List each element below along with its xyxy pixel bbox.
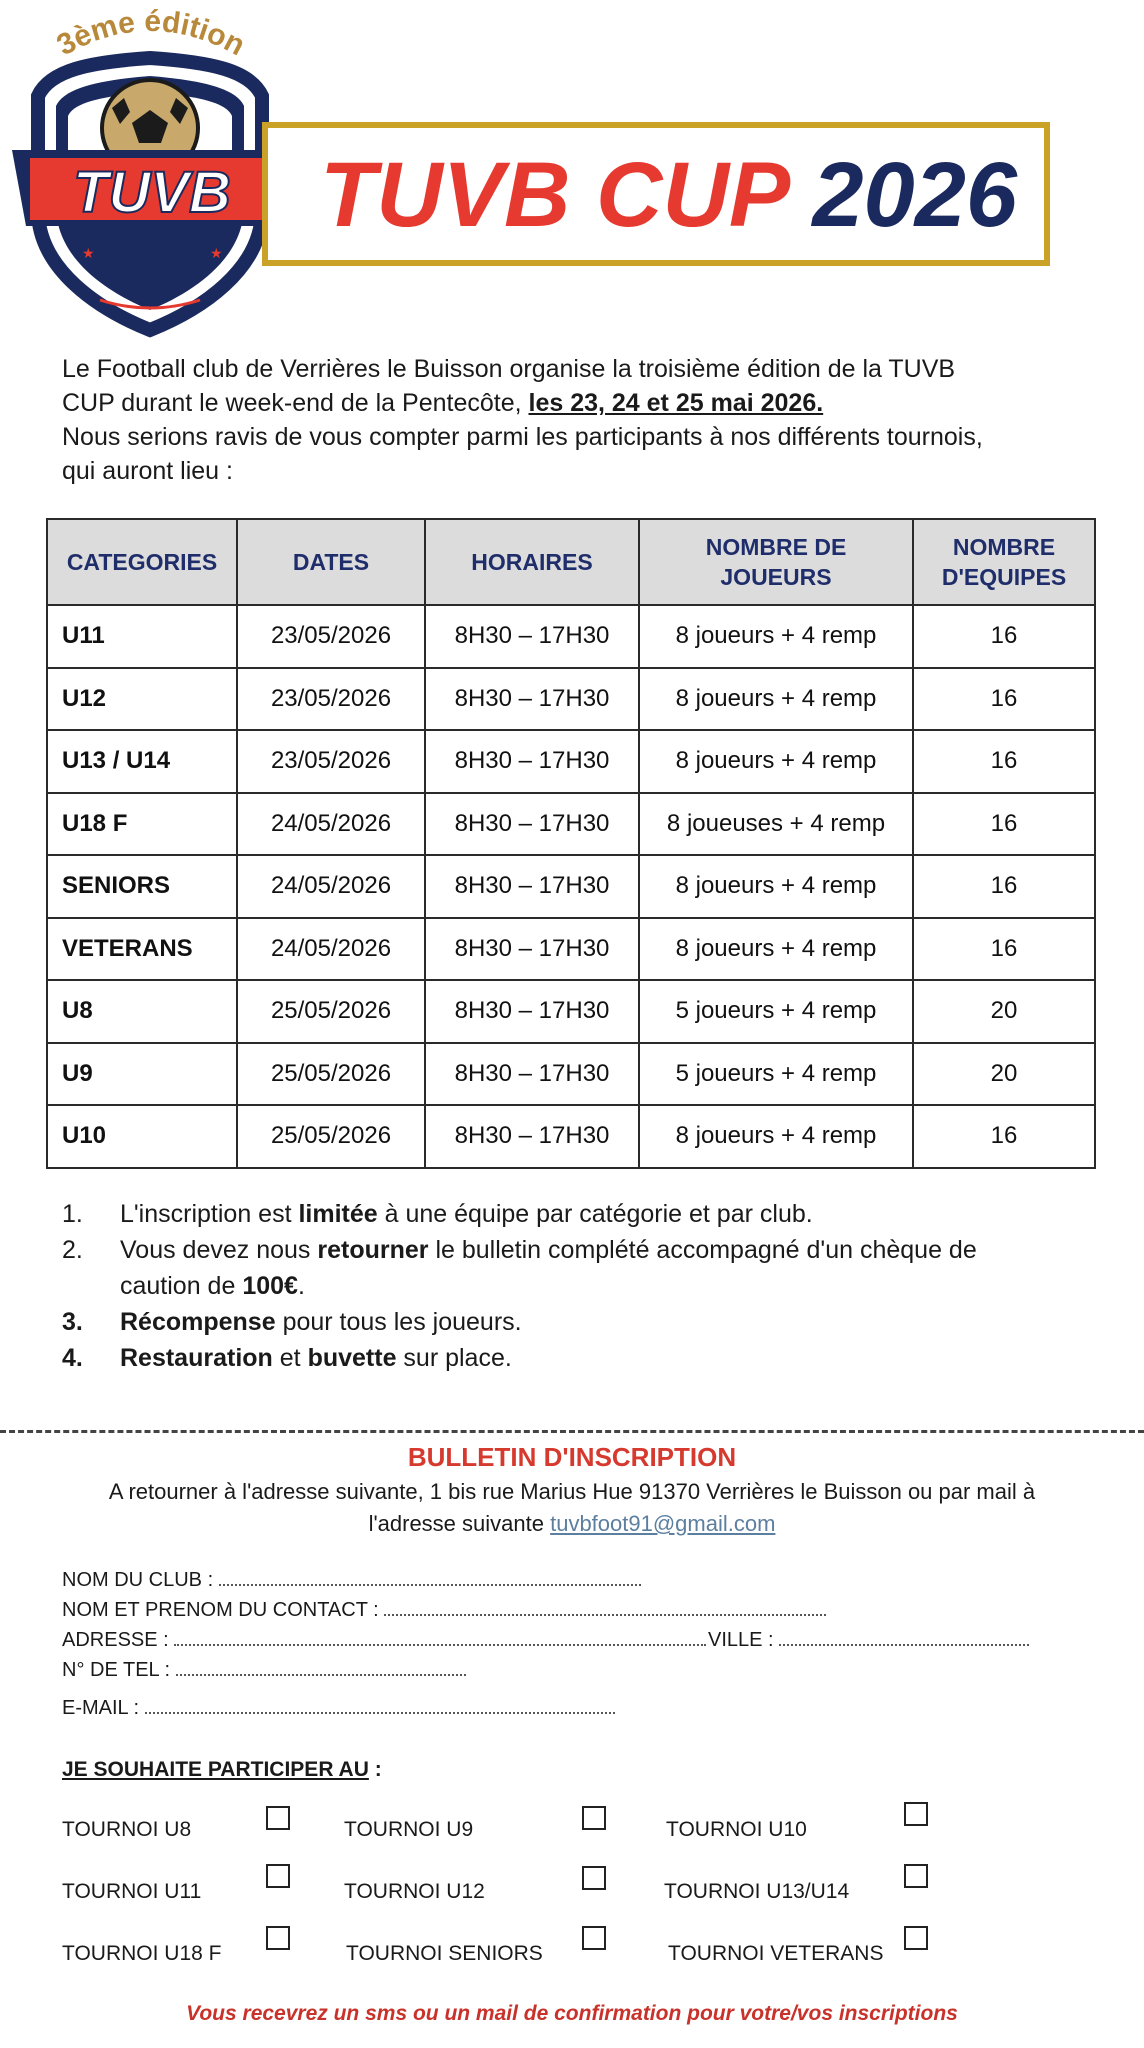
logo-tuvb-text: TUVB [73,160,231,225]
tournoi-veterans-checkbox[interactable] [904,1926,928,1950]
cell-hours: 8H30 – 17H30 [425,605,639,668]
table-row [47,855,1095,918]
rule-item: 4. Restauration et buvette sur place. [62,1344,512,1372]
title-red-text: TUVB CUP [320,144,787,246]
table-row [47,980,1095,1043]
cell-category: U11 [47,605,237,668]
cell-teams: 16 [913,793,1095,856]
confirmation-note: Vous recevrez un sms ou un mail de confirmation pour votre/vos inscriptions [186,2002,958,2025]
cell-category: U13 / U14 [47,730,237,793]
tournoi-u8-checkbox[interactable] [266,1806,290,1830]
cell-players: 5 joueurs + 4 remp [639,980,913,1043]
tournoi-u10-label: TOURNOI U10 [666,1818,807,1841]
cell-category: U18 F [47,793,237,856]
tournoi-u13-label: TOURNOI U13/U14 [664,1880,850,1903]
cut-line-divider [0,1430,1144,1433]
cell-teams: 16 [913,918,1095,981]
cell-category: SENIORS [47,855,237,918]
bulletin-title: BULLETIN D'INSCRIPTION [407,1442,737,1472]
address-field[interactable]: ADRESSE : [62,1626,706,1653]
table-header-row [47,519,1095,605]
cell-teams: 16 [913,605,1095,668]
cell-players: 8 joueurs + 4 remp [639,1105,913,1168]
cell-teams: 16 [913,1105,1095,1168]
cell-teams: 20 [913,1043,1095,1106]
edition-badge-text: 3ème édition [51,4,251,63]
email-link[interactable]: tuvbfoot91@gmail.com [550,1511,776,1536]
tournament-schedule-table [46,518,1096,1169]
cell-hours: 8H30 – 17H30 [425,668,639,731]
header-dates: DATES [237,519,425,605]
page-title [320,140,1040,250]
table-row [47,793,1095,856]
city-field[interactable]: VILLE : [708,1626,1029,1653]
tournoi-u11-checkbox[interactable] [266,1864,290,1888]
table-row [47,1105,1095,1168]
cell-players: 8 joueuses + 4 remp [639,793,913,856]
tournoi-seniors-checkbox[interactable] [582,1926,606,1950]
tournoi-u12-checkbox[interactable] [582,1866,606,1890]
logo-year-text: 2026 [125,271,179,298]
header-nombre-equipes: NOMBRE D'EQUIPES [913,519,1095,605]
logo-cup-text: CUP [110,236,194,274]
cell-category: U8 [47,980,237,1043]
header-categories: CATEGORIES [47,519,237,605]
cell-date: 23/05/2026 [237,668,425,731]
cell-teams: 16 [913,668,1095,731]
header-horaires: HORAIRES [425,519,639,605]
address-line: l'adresse suivante tuvbfoot91@gmail.com [368,1511,776,1536]
cell-date: 25/05/2026 [237,1105,425,1168]
rule-item: 2. Vous devez nous retourner le bulletin complété accompagné d'un chèque de caution de 100€. [62,1236,977,1300]
tournoi-u11-label: TOURNOI U11 [62,1880,202,1903]
tournoi-u9-label: TOURNOI U9 [344,1818,474,1841]
cell-players: 8 joueurs + 4 remp [639,668,913,731]
cell-date: 23/05/2026 [237,730,425,793]
table-row [47,668,1095,731]
tuvb-cup-logo [0,0,300,340]
contact-name-field[interactable]: NOM ET PRENOM DU CONTACT : [62,1596,826,1623]
tournoi-u18f-checkbox[interactable] [266,1926,290,1950]
cell-date: 24/05/2026 [237,855,425,918]
cell-hours: 8H30 – 17H30 [425,730,639,793]
intro-line [62,386,1092,420]
table-row [47,730,1095,793]
intro-line: Nous serions ravis de vous compter parmi les participants à nos différents tournois, [62,423,983,451]
rules-list [62,1196,1102,1376]
cell-category: U12 [47,668,237,731]
address-line: A retourner à l'adresse suivante, 1 bis rue Marius Hue 91370 Verrières le Buisson ou par mail à [108,1479,1036,1504]
phone-field[interactable]: N° DE TEL : [62,1656,466,1683]
cell-teams: 16 [913,855,1095,918]
cell-players: 8 joueurs + 4 remp [639,855,913,918]
cell-players: 8 joueurs + 4 remp [639,730,913,793]
tournoi-veterans-label: TOURNOI VETERANS [668,1942,884,1965]
title-year-text: 2026 [812,144,1018,246]
cell-teams: 20 [913,980,1095,1043]
header-nombre-joueurs: NOMBRE DE JOUEURS [639,519,913,605]
tournoi-u12-label: TOURNOI U12 [344,1880,485,1903]
participation-heading: JE SOUHAITE PARTICIPER AU : [62,1758,382,1781]
cell-date: 24/05/2026 [237,918,425,981]
tournoi-seniors-label: TOURNOI SENIORS [346,1942,543,1965]
table-row [47,605,1095,668]
cell-date: 25/05/2026 [237,1043,425,1106]
cell-hours: 8H30 – 17H30 [425,918,639,981]
cell-date: 23/05/2026 [237,605,425,668]
email-field[interactable]: E-MAIL : [62,1694,615,1721]
cell-category: VETERANS [47,918,237,981]
cell-players: 8 joueurs + 4 remp [639,918,913,981]
event-dates: les 23, 24 et 25 mai 2026. [528,389,824,417]
rule-item: 3. Récompense pour tous les joueurs. [62,1308,522,1336]
cell-players: 8 joueurs + 4 remp [639,605,913,668]
intro-paragraph [62,352,1092,488]
intro-line-prefix: CUP durant le week-end de la Pentecôte, [62,389,522,417]
cell-players: 5 joueurs + 4 remp [639,1043,913,1106]
intro-line: qui auront lieu : [62,457,233,485]
tournoi-u18f-label: TOURNOI U18 F [62,1942,222,1965]
bulletin-address [70,1476,1074,1540]
cell-date: 24/05/2026 [237,793,425,856]
cell-category: U9 [47,1043,237,1106]
table-row [47,918,1095,981]
tournoi-u8-label: TOURNOI U8 [62,1818,192,1841]
cell-hours: 8H30 – 17H30 [425,980,639,1043]
cell-hours: 8H30 – 17H30 [425,1105,639,1168]
cell-hours: 8H30 – 17H30 [425,1043,639,1106]
star-left-icon: ★ [82,245,95,261]
table-row [47,1043,1095,1106]
cell-hours: 8H30 – 17H30 [425,793,639,856]
rule-item: 1. L'inscription est limitée à une équipe par catégorie et par club. [62,1200,813,1228]
tournoi-u10-checkbox[interactable] [904,1802,928,1826]
tournoi-u9-checkbox[interactable] [582,1806,606,1830]
cell-teams: 16 [913,730,1095,793]
tournoi-u13-checkbox[interactable] [904,1864,928,1888]
cell-date: 25/05/2026 [237,980,425,1043]
cell-hours: 8H30 – 17H30 [425,855,639,918]
star-right-icon: ★ [210,245,223,261]
cell-category: U10 [47,1105,237,1168]
club-name-field[interactable]: NOM DU CLUB : [62,1566,641,1593]
intro-line: Le Football club de Verrières le Buisson organise la troisième édition de la TUVB [62,355,956,383]
